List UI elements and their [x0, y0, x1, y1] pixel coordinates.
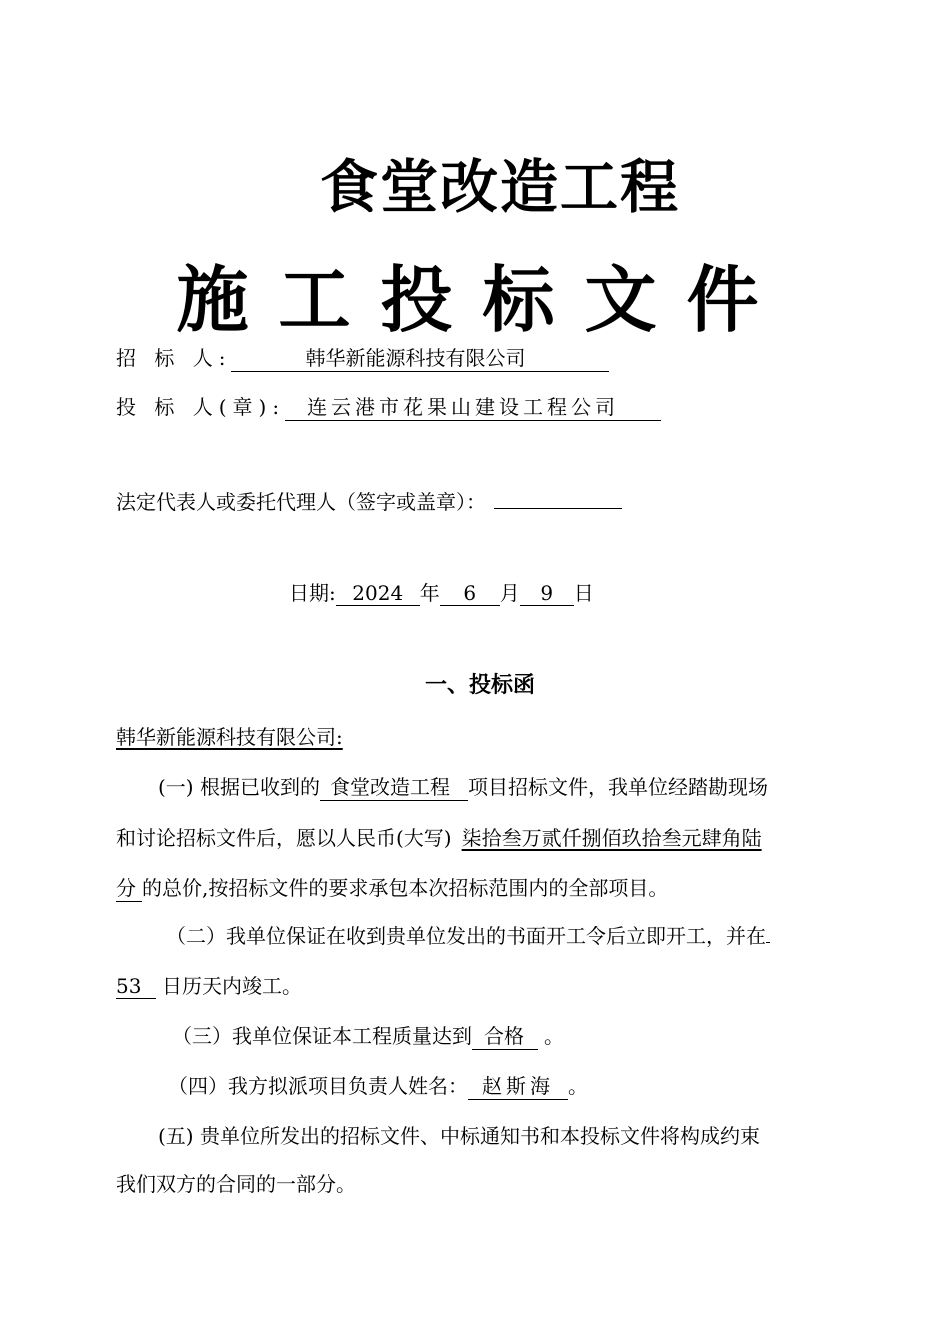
p4-name: [468, 1070, 568, 1100]
bidder-row: [116, 391, 661, 421]
p2-line2-suffix: 日历天内竣工。: [162, 974, 302, 998]
tenderer-label: 招 标 人:: [116, 346, 232, 370]
representative-row: [116, 486, 622, 515]
p1-amount-part-2: 分: [116, 876, 136, 900]
p3-prefix: （三）我单位保证本工程质量达到: [172, 1024, 472, 1048]
date-month-text: 6: [463, 581, 477, 605]
representative-label: 法定代表人或委托代理人（签字或盖章）：: [116, 490, 486, 514]
addressee-text: 韩华新能源科技有限公司:: [116, 725, 343, 749]
document-title: 施工投标文件: [176, 257, 789, 342]
date-day: [520, 581, 574, 606]
p2-line1-blank: [766, 924, 770, 943]
date-year-unit: 年: [419, 581, 440, 605]
para-1-line-2: [116, 822, 762, 851]
addressee: [116, 721, 343, 750]
p5-line2-text: 我们双方的合同的一部分。: [116, 1172, 356, 1196]
p3-quality-text: 合格: [484, 1024, 524, 1048]
section-title: 一、投标函: [424, 672, 535, 698]
date-day-unit: 日: [573, 581, 594, 605]
tenderer-value: [231, 342, 609, 372]
bidder-label: 投 标 人(章):: [116, 395, 286, 419]
tenderer-value-text: 韩华新能源科技有限公司: [305, 346, 526, 370]
p1-project: [320, 771, 468, 801]
bidder-value-text: 连云港市花果山建设工程公司: [307, 395, 620, 419]
para-1-line-1: [158, 771, 768, 801]
p1-prefix: (一) 根据已收到的: [158, 775, 320, 799]
p1-line3-suffix: 的总价,按招标文件的要求承包本次招标范围内的全部项目。: [142, 876, 669, 900]
para-2-line-1: [166, 920, 770, 949]
date-row: [289, 577, 594, 606]
bidder-value: [285, 391, 661, 421]
p2-days-text: 53: [116, 974, 142, 998]
p5-line1-text: (五) 贵单位所发出的招标文件、中标通知书和本投标文件将构成约束: [158, 1124, 760, 1148]
para-3: [172, 1020, 564, 1050]
p4-name-text: 赵斯海: [482, 1074, 554, 1098]
date-month-unit: 月: [499, 581, 520, 605]
para-2-line-2: [116, 970, 302, 999]
p1-amount-part-1: 柒拾叁万贰仟捌佰玖拾叁元肆角陆: [461, 826, 762, 850]
p2-line1-text: （二）我单位保证在收到贵单位发出的书面开工令后立即开工，并在: [166, 924, 766, 948]
p3-quality: [472, 1020, 538, 1050]
p3-suffix: 。: [544, 1024, 564, 1048]
p1-project-text: 食堂改造工程: [329, 775, 450, 799]
tenderer-row: [116, 342, 609, 372]
p1-amount-tail: [116, 872, 142, 902]
p4-prefix: （四）我方拟派项目负责人姓名：: [168, 1074, 468, 1098]
p1-suffix: 项目招标文件，我单位经踏勘现场: [467, 775, 768, 799]
date-year-text: 2024: [352, 581, 404, 605]
p1-line2-prefix: 和讨论招标文件后，愿以人民币(大写): [116, 826, 452, 850]
project-title: 食堂改造工程: [319, 153, 680, 221]
date-day-text: 9: [540, 581, 554, 605]
para-5-line-2: [116, 1168, 356, 1197]
date-label: 日期:: [289, 581, 336, 605]
p2-days: [116, 974, 156, 999]
para-1-line-3: [116, 872, 668, 902]
p4-suffix: 。: [568, 1074, 588, 1098]
date-month: [440, 581, 500, 606]
date-year: [336, 581, 420, 606]
signature-blank: [494, 490, 622, 509]
para-5-line-1: [158, 1120, 760, 1149]
para-4: [168, 1070, 588, 1100]
